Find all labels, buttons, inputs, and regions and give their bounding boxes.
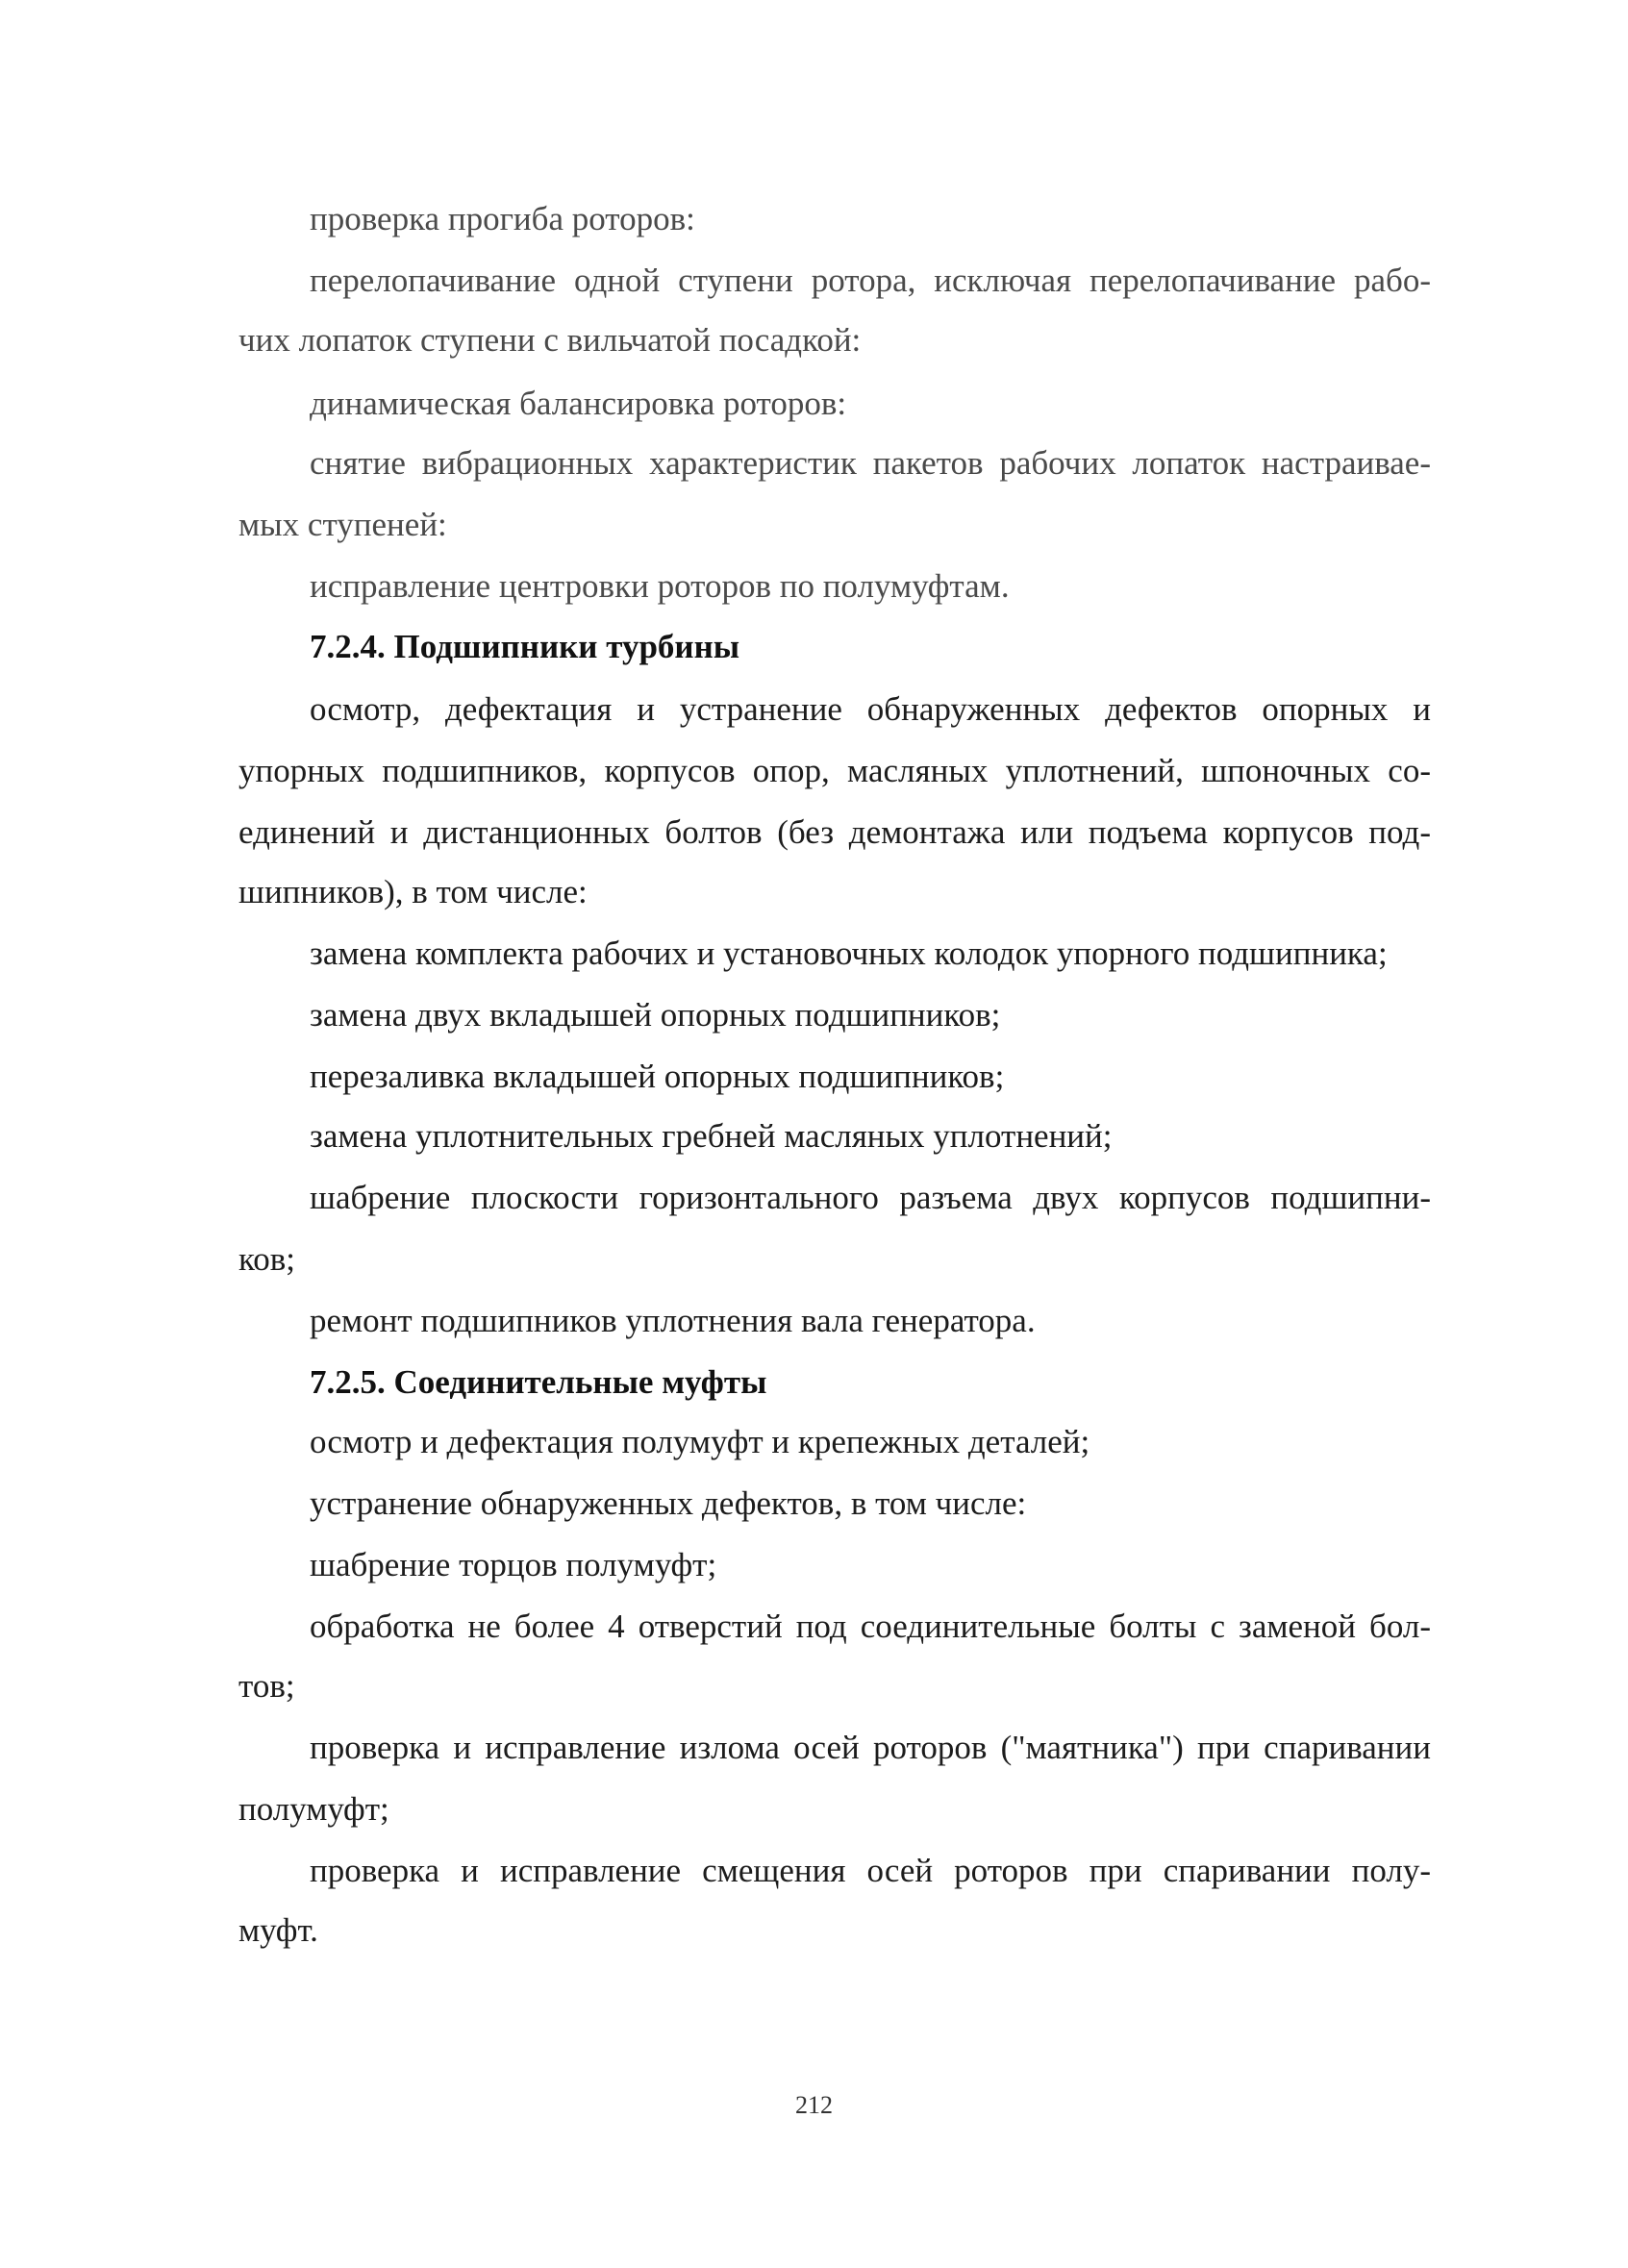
text-line: проверка и исправление смещения осей роторов при спаривании полу-: [310, 1852, 1431, 1889]
text-line: перезаливка вкладышей опорных подшипников;: [310, 1058, 1005, 1095]
text-line: перелопачивание одной ступени ротора, исключая перелопачивание рабо-: [310, 262, 1431, 299]
text-line: устранение обнаруженных дефектов, в том числе:: [310, 1484, 1027, 1522]
text-line: чих лопаток ступени с вильчатой посадкой:: [238, 321, 862, 359]
section-heading: 7.2.4. Подшипники турбины: [310, 628, 740, 665]
text-line: обработка не более 4 отверстий под соединительные болты с заменой бол-: [310, 1608, 1431, 1645]
text-line: осмотр и дефектация полумуфт и крепежных деталей;: [310, 1423, 1090, 1460]
text-line: шабрение торцов полумуфт;: [310, 1546, 717, 1583]
text-line: исправление центровки роторов по полумуфтам.: [310, 567, 1010, 605]
text-line: муфт.: [238, 1911, 318, 1949]
section-heading: 7.2.5. Соединительные муфты: [310, 1363, 767, 1401]
text-line: проверка и исправление излома осей роторов ("маятника") при спаривании: [310, 1729, 1431, 1766]
text-line: снятие вибрационных характеристик пакетов рабочих лопаток настраивае-: [310, 444, 1431, 482]
text-line: замена уплотнительных гребней масляных уплотнений;: [310, 1117, 1113, 1155]
text-line: ремонт подшипников уплотнения вала генератора.: [310, 1302, 1036, 1339]
text-line: единений и дистанционных болтов (без демонтажа или подъема корпусов под-: [238, 813, 1431, 851]
text-line: осмотр, дефектация и устранение обнаруженных дефектов опорных и: [310, 690, 1431, 728]
text-line: динамическая балансировка роторов:: [310, 385, 847, 422]
text-line: упорных подшипников, корпусов опор, масляных уплотнений, шпоночных со-: [238, 752, 1431, 789]
text-line: ков;: [238, 1240, 295, 1278]
text-line: шабрение плоскости горизонтального разъема двух корпусов подшипни-: [310, 1179, 1431, 1216]
text-line: полумуфт;: [238, 1790, 389, 1828]
text-line: шипников), в том числе:: [238, 873, 588, 910]
text-line: тов;: [238, 1667, 295, 1705]
text-line: замена комплекта рабочих и установочных колодок упорного подшипника;: [310, 935, 1388, 972]
text-line: замена двух вкладышей опорных подшипников;: [310, 996, 1001, 1034]
text-line: мых ступеней:: [238, 506, 447, 543]
page-number: 212: [795, 2091, 833, 2119]
text-line: проверка прогиба роторов:: [310, 200, 695, 237]
